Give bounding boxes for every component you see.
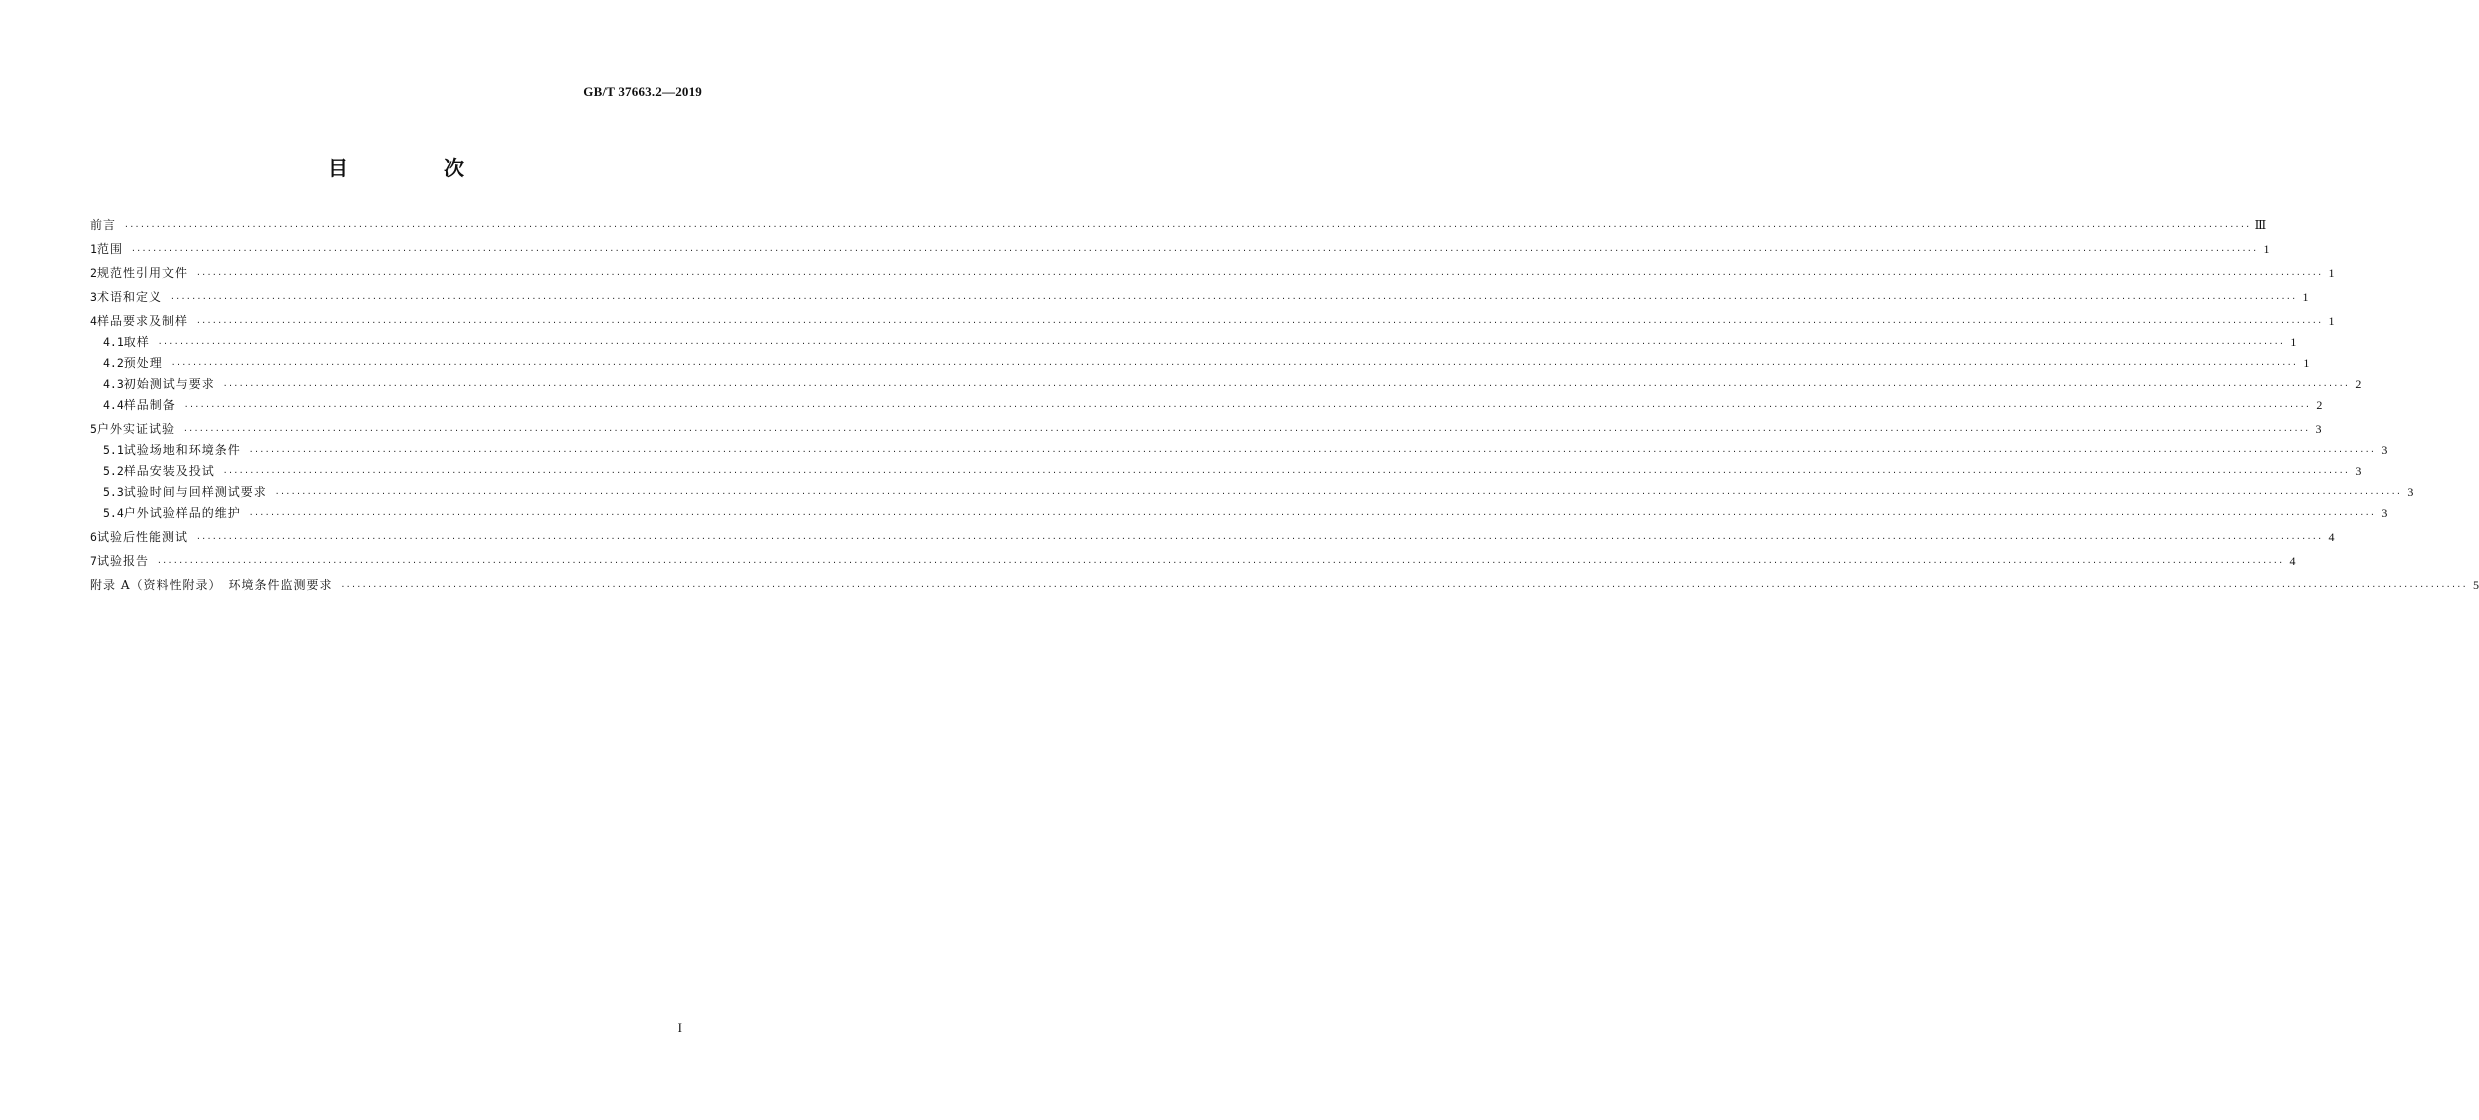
dot-leader: ................................................................................................................................................................................................................................................................................................................................................................................................................	[170, 358, 2298, 367]
toc-entry-5-1[interactable]	[90, 440, 2388, 461]
toc-label: 样品制备	[123, 398, 176, 412]
toc-entry-4-4[interactable]	[90, 395, 2323, 416]
toc-number: 5.2	[103, 464, 124, 478]
toc-entry-5[interactable]	[90, 419, 2322, 440]
toc-page-number: 1	[2303, 356, 2310, 370]
toc-page-number: 1	[2328, 266, 2335, 280]
toc-label: 附录 A（资料性附录） 环境条件监测要求	[90, 578, 333, 592]
toc-label: 规范性引用文件	[96, 266, 188, 280]
toc-entry-6[interactable]	[90, 527, 2335, 548]
dot-leader: ................................................................................................................................................................................................................................................................................................................................................................................................................	[248, 445, 2376, 454]
toc-entry-3[interactable]	[90, 287, 2309, 308]
toc-entry-2[interactable]	[90, 263, 2335, 284]
toc-number: 4.3	[103, 377, 124, 391]
toc-page-number: 3	[2381, 443, 2388, 457]
toc-entry-4-1[interactable]	[90, 332, 2297, 353]
dot-leader: ................................................................................................................................................................................................................................................................................................................................................................................................................	[195, 316, 2323, 325]
toc-entry-5-2[interactable]	[90, 461, 2362, 482]
toc-number: 5.1	[103, 443, 124, 457]
dot-leader: ................................................................................................................................................................................................................................................................................................................................................................................................................	[156, 556, 2284, 565]
toc-entry-4-2[interactable]	[90, 353, 2310, 374]
toc-page-number: 1	[2290, 335, 2297, 349]
toc-number: 5.4	[103, 506, 124, 520]
page-number: I	[677, 1020, 682, 1035]
dot-leader: ................................................................................................................................................................................................................................................................................................................................................................................................................	[222, 466, 2350, 475]
toc-entry-1[interactable]	[90, 239, 2270, 260]
toc-page-number: 3	[2315, 422, 2322, 436]
dot-leader: ................................................................................................................................................................................................................................................................................................................................................................................................................	[248, 508, 2376, 517]
toc-page-number: 1	[2263, 242, 2270, 256]
toc-entry-foreword[interactable]	[90, 215, 2267, 236]
toc-number: 7	[90, 554, 97, 568]
toc-page-number: 1	[2328, 314, 2335, 328]
toc-page-number: 1	[2302, 290, 2309, 304]
toc-label: 试验报告	[96, 554, 149, 568]
dot-leader: ................................................................................................................................................................................................................................................................................................................................................................................................................	[124, 220, 2251, 229]
dot-leader: ................................................................................................................................................................................................................................................................................................................................................................................................................	[195, 268, 2323, 277]
toc-page-number: 4	[2328, 530, 2335, 544]
toc-number: 4.4	[103, 398, 124, 412]
dot-leader: ................................................................................................................................................................................................................................................................................................................................................................................................................	[274, 487, 2402, 496]
toc-page-number: Ⅲ	[2254, 218, 2267, 232]
table-of-contents	[90, 215, 2479, 596]
toc-number: 5	[90, 422, 97, 436]
toc-number: 4	[90, 314, 97, 328]
toc-number: 3	[90, 290, 97, 304]
toc-entry-4[interactable]	[90, 311, 2335, 332]
toc-label: 术语和定义	[96, 290, 162, 304]
dot-leader: ................................................................................................................................................................................................................................................................................................................................................................................................................	[340, 580, 2468, 589]
toc-page-number: 5	[2473, 578, 2479, 592]
toc-number: 2	[90, 266, 97, 280]
toc-number: 5.3	[103, 485, 124, 499]
toc-page-number: 2	[2316, 398, 2323, 412]
toc-entry-annex-a[interactable]	[90, 575, 2479, 596]
dot-leader: ................................................................................................................................................................................................................................................................................................................................................................................................................	[183, 400, 2311, 409]
toc-label: 试验场地和环境条件	[123, 443, 241, 457]
page-title: 目 次	[328, 156, 502, 180]
toc-page-number: 4	[2289, 554, 2296, 568]
toc-number: 4.1	[103, 335, 124, 349]
toc-page-number: 3	[2355, 464, 2362, 478]
toc-label: 初始测试与要求	[123, 377, 215, 391]
toc-label: 户外试验样品的维护	[123, 506, 241, 520]
dot-leader: ................................................................................................................................................................................................................................................................................................................................................................................................................	[130, 244, 2258, 253]
toc-label: 试验后性能测试	[96, 530, 188, 544]
dot-leader: ................................................................................................................................................................................................................................................................................................................................................................................................................	[169, 292, 2297, 301]
toc-entry-4-3[interactable]	[90, 374, 2362, 395]
standard-code: GB/T 37663.2—2019	[583, 84, 702, 99]
toc-page-number: 3	[2407, 485, 2414, 499]
toc-entry-7[interactable]	[90, 551, 2296, 572]
toc-number: 4.2	[103, 356, 124, 370]
toc-number: 1	[90, 242, 97, 256]
toc-number: 6	[90, 530, 97, 544]
toc-page-number: 2	[2355, 377, 2362, 391]
toc-label: 试验时间与回样测试要求	[123, 485, 267, 499]
toc-label: 范围	[96, 242, 123, 256]
toc-entry-5-4[interactable]	[90, 503, 2388, 524]
toc-label: 预处理	[123, 356, 163, 370]
toc-label: 户外实证试验	[96, 422, 175, 436]
toc-label: 前言	[90, 218, 117, 232]
dot-leader: ................................................................................................................................................................................................................................................................................................................................................................................................................	[182, 424, 2310, 433]
dot-leader: ................................................................................................................................................................................................................................................................................................................................................................................................................	[157, 337, 2285, 346]
toc-label: 取样	[123, 335, 150, 349]
toc-entry-5-3[interactable]	[90, 482, 2414, 503]
dot-leader: ................................................................................................................................................................................................................................................................................................................................................................................................................	[222, 379, 2350, 388]
dot-leader: ................................................................................................................................................................................................................................................................................................................................................................................................................	[195, 532, 2323, 541]
toc-label: 样品安装及投试	[123, 464, 215, 478]
toc-label: 样品要求及制样	[96, 314, 188, 328]
toc-page-number: 3	[2381, 506, 2388, 520]
